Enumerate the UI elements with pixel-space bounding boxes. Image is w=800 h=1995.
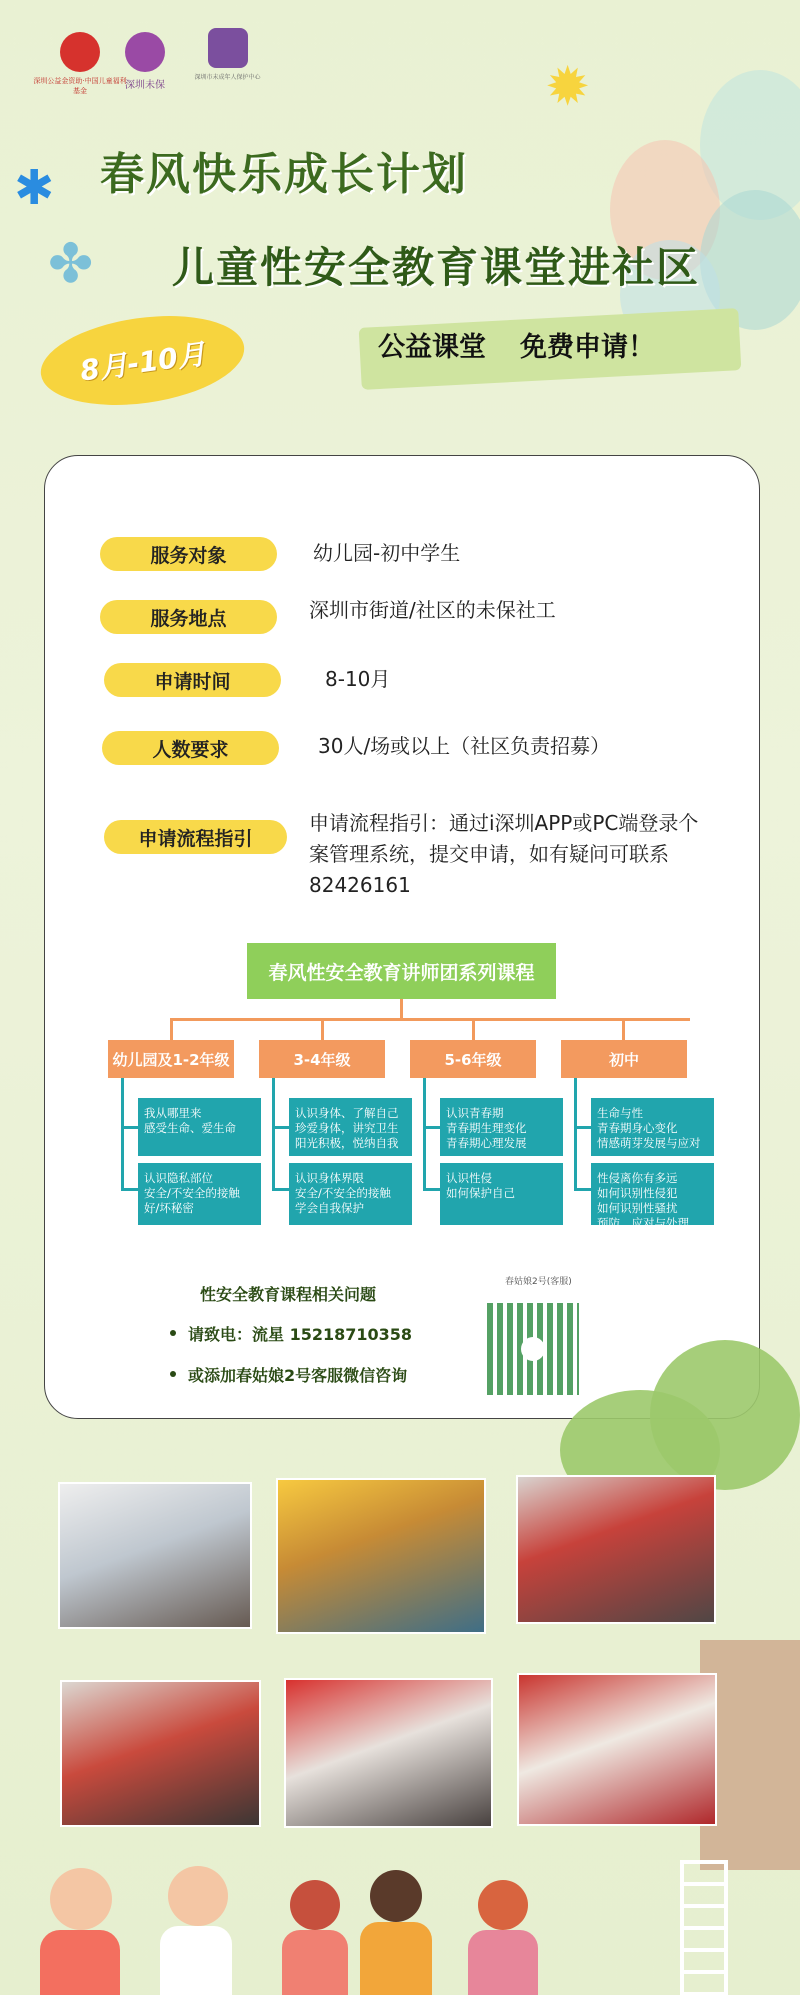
activity-photo[interactable] (517, 1673, 717, 1826)
kid-illustration (40, 1930, 120, 1995)
logo-shenzhen-weibao (110, 32, 180, 91)
ladder-decoration (680, 1860, 728, 1995)
qr-label: 春姑娘2号(客服) (505, 1277, 572, 1287)
logo-charity-text: 深圳公益金资助·中国儿童福利基金 (33, 77, 127, 95)
label-apply-time (104, 663, 281, 697)
logo-protection-center (185, 28, 270, 81)
grade-kindergarten: 幼儿园及1-2年级 (108, 1040, 234, 1078)
label-headcount (102, 731, 279, 765)
kid-illustration (282, 1930, 348, 1995)
topic-connector (272, 1188, 290, 1191)
kid-illustration (360, 1922, 432, 1995)
date-badge-text: 8月-10月 (77, 336, 208, 388)
pill-text: 申请流程指引 (138, 827, 253, 850)
kid-illustration (168, 1866, 228, 1926)
connector (321, 1018, 324, 1040)
pinwheel-icon: ✤ (48, 232, 94, 295)
activity-photo[interactable] (516, 1475, 716, 1624)
topic-box: 生命与性 青春期身心变化 情感萌芽发展与应对 (591, 1098, 714, 1156)
value-headcount: 30人/场或以上（社区负责招募） (318, 734, 611, 758)
topic-connector (272, 1078, 275, 1190)
date-badge (35, 304, 250, 417)
tree-decoration (650, 1340, 800, 1490)
topic-box: 认识身体、了解自己 珍爱身体，讲究卫生 阳光积极，悦纳自我 (289, 1098, 412, 1156)
bullet-icon (170, 1371, 176, 1377)
activity-photo[interactable] (60, 1680, 261, 1827)
label-service-location (100, 600, 277, 634)
topic-connector (423, 1188, 441, 1191)
grade-junior-high: 初中 (561, 1040, 687, 1078)
contact-heading: 性安全教育课程相关问题 (200, 1285, 377, 1304)
connector (170, 1018, 690, 1021)
kid-illustration (290, 1880, 340, 1930)
topic-box: 认识性侵 如何保护自己 (440, 1163, 563, 1225)
promo-text (378, 325, 689, 364)
topic-connector (423, 1126, 441, 1129)
connector (400, 999, 403, 1019)
kid-illustration (478, 1880, 528, 1930)
topic-connector (574, 1126, 592, 1129)
value-apply-guide: 申请流程指引：通过i深圳APP或PC端登录个案管理系统，提交申请，如有疑问可联系82426161 (309, 811, 699, 897)
label-service-target (100, 537, 277, 571)
kid-illustration (160, 1926, 232, 1995)
kid-illustration (468, 1930, 538, 1995)
topic-connector (272, 1126, 290, 1129)
connector (472, 1018, 475, 1040)
blue-flower-icon: ✱ (14, 160, 55, 216)
topic-connector (121, 1188, 139, 1191)
label-apply-guide (104, 820, 287, 854)
wechat-icon (521, 1337, 545, 1361)
course-series-title: 春风性安全教育讲师团系列课程 (247, 943, 556, 999)
topic-box: 我从哪里来 感受生命、爱生命 (138, 1098, 261, 1156)
pill-text: 服务地点 (150, 607, 227, 630)
pill-text: 申请时间 (154, 670, 231, 693)
value-apply-time: 8-10月 (325, 667, 391, 691)
activity-photo[interactable] (284, 1678, 493, 1828)
value-service-location: 深圳市街道/社区的未保社工 (309, 598, 556, 622)
topic-connector (574, 1188, 592, 1191)
grade-5-6: 5-6年级 (410, 1040, 536, 1078)
topic-box: 性侵离你有多远 如何识别性侵犯 如何识别性骚扰 预防、应对与处理 (591, 1163, 714, 1225)
topic-box: 认识身体界限 安全/不安全的接触 学会自我保护 (289, 1163, 412, 1225)
main-title: 春风快乐成长计划 (100, 149, 468, 200)
activity-photo[interactable] (58, 1482, 252, 1629)
kid-illustration (370, 1870, 422, 1922)
connector (622, 1018, 625, 1040)
grade-3-4: 3-4年级 (259, 1040, 385, 1078)
contact-wechat: 或添加春姑娘2号客服微信咨询 (188, 1366, 408, 1385)
connector (170, 1018, 173, 1040)
pill-text: 人数要求 (152, 738, 229, 761)
logo-center-text: 深圳市未成年人保护中心 (194, 74, 261, 81)
value-service-target: 幼儿园-初中学生 (313, 541, 461, 565)
topic-connector (574, 1078, 577, 1190)
logo-weibao-text: 深圳未保 (125, 80, 165, 91)
pill-text: 服务对象 (150, 544, 227, 567)
activity-photo[interactable] (276, 1478, 486, 1634)
topic-box: 认识青春期 青春期生理变化 青春期心理发展 (440, 1098, 563, 1156)
bullet-icon (170, 1330, 176, 1336)
topic-connector (423, 1078, 426, 1190)
promo-free-apply: 免费申请！ (520, 332, 655, 363)
kid-illustration (50, 1868, 112, 1930)
topic-box: 认识隐私部位 安全/不安全的接触 好/坏秘密 (138, 1163, 261, 1225)
sub-title: 儿童性安全教育课堂进社区 (172, 243, 701, 292)
topic-connector (121, 1078, 124, 1190)
contact-phone: 请致电：流星 15218710358 (188, 1325, 413, 1344)
topic-connector (121, 1126, 139, 1129)
promo-public-class: 公益课堂 (378, 332, 486, 363)
yellow-flower-icon: ✹ (545, 55, 591, 118)
